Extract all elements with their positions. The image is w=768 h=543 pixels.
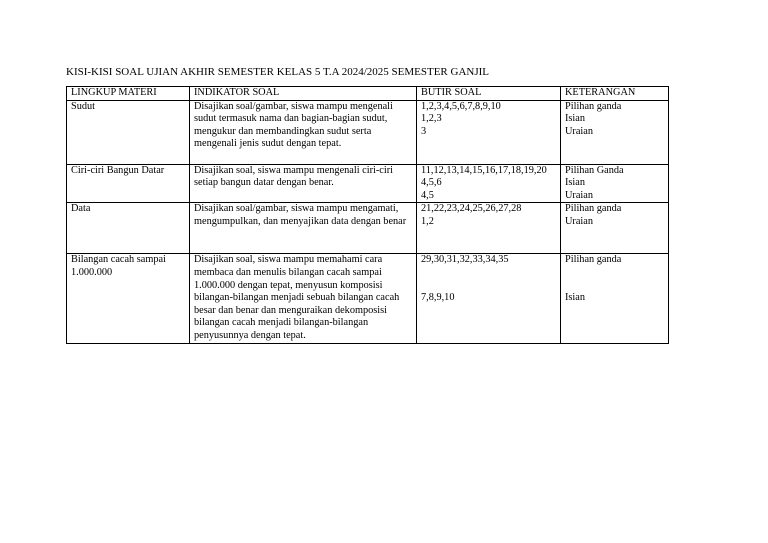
butir-item: 4,5,6 bbox=[421, 177, 442, 189]
header-lingkup-materi: LINGKUP MATERI bbox=[67, 87, 190, 101]
header-butir-soal: BUTIR SOAL bbox=[417, 87, 561, 101]
document-title: KISI-KISI SOAL UJIAN AKHIR SEMESTER KELAS 5 T.A 2024/2025 SEMESTER GANJIL bbox=[66, 66, 490, 78]
table-header-row bbox=[67, 87, 669, 101]
row-spacer bbox=[421, 267, 556, 292]
cell-materi: Ciri-ciri Bangun Datar bbox=[67, 164, 190, 203]
cell-materi: Data bbox=[67, 203, 190, 254]
butir-item: 1,2,3 bbox=[421, 113, 442, 125]
table-row bbox=[67, 254, 669, 344]
table-row bbox=[67, 100, 669, 164]
cell-indikator: Disajikan soal, siswa mampu mengenali ciri-ciri setiap bangun datar dengan benar. bbox=[190, 164, 417, 203]
cell-keterangan bbox=[561, 164, 669, 203]
row-spacer bbox=[565, 267, 664, 292]
butir-item: 4,5 bbox=[421, 189, 434, 201]
cell-indikator: Disajikan soal, siswa mampu memahami cara membaca dan menulis bilangan cacah sampai 1.000.000 dengan tepat, menyusun komposisi bilangan-bilangan menjadi sebuah bilangan cacah besar dan benar dan menguraikan dekomposisi bilangan cacah menjadi bilangan-bilangan penyusunnya dengan tepat. bbox=[190, 254, 417, 344]
header-keterangan: KETERANGAN bbox=[561, 87, 669, 101]
cell-keterangan bbox=[561, 203, 669, 254]
table-row bbox=[67, 164, 669, 203]
keterangan-item: Pilihan ganda bbox=[565, 100, 622, 112]
cell-indikator: Disajikan soal/gambar, siswa mampu mengamati, mengumpulkan, dan menyajikan data dengan benar bbox=[190, 203, 417, 254]
cell-materi: Bilangan cacah sampai 1.000.000 bbox=[67, 254, 190, 344]
keterangan-item: Isian bbox=[565, 113, 586, 125]
keterangan-item: Uraian bbox=[565, 215, 594, 227]
butir-item: 29,30,31,32,33,34,35 bbox=[421, 254, 509, 266]
keterangan-item: Uraian bbox=[565, 189, 594, 201]
keterangan-item: Pilihan ganda bbox=[565, 254, 622, 266]
butir-item: 1,2,3,4,5,6,7,8,9,10 bbox=[421, 100, 501, 112]
cell-butir bbox=[417, 164, 561, 203]
cell-butir bbox=[417, 254, 561, 344]
cell-keterangan bbox=[561, 254, 669, 344]
butir-item: 21,22,23,24,25,26,27,28 bbox=[421, 203, 522, 215]
cell-butir bbox=[417, 203, 561, 254]
keterangan-item: Isian bbox=[565, 291, 586, 303]
header-indikator-soal: INDIKATOR SOAL bbox=[190, 87, 417, 101]
butir-item: 3 bbox=[421, 125, 427, 137]
keterangan-item: Pilihan ganda bbox=[565, 203, 622, 215]
keterangan-item: Isian bbox=[565, 177, 586, 189]
cell-materi: Sudut bbox=[67, 100, 190, 164]
cell-butir bbox=[417, 100, 561, 164]
kisi-kisi-table bbox=[66, 86, 669, 344]
cell-indikator: Disajikan soal/gambar, siswa mampu mengenali sudut termasuk nama dan bagian-bagian sudut, mengukur dan membandingkan sudut serta mengenali jenis sudut dengan tepat. bbox=[190, 100, 417, 164]
keterangan-item: Pilihan Ganda bbox=[565, 164, 624, 176]
cell-keterangan bbox=[561, 100, 669, 164]
butir-item: 1,2 bbox=[421, 215, 434, 227]
table-row bbox=[67, 203, 669, 254]
keterangan-item: Uraian bbox=[565, 125, 594, 137]
butir-item: 11,12,13,14,15,16,17,18,19,20 bbox=[421, 164, 547, 176]
butir-item: 7,8,9,10 bbox=[421, 291, 455, 303]
